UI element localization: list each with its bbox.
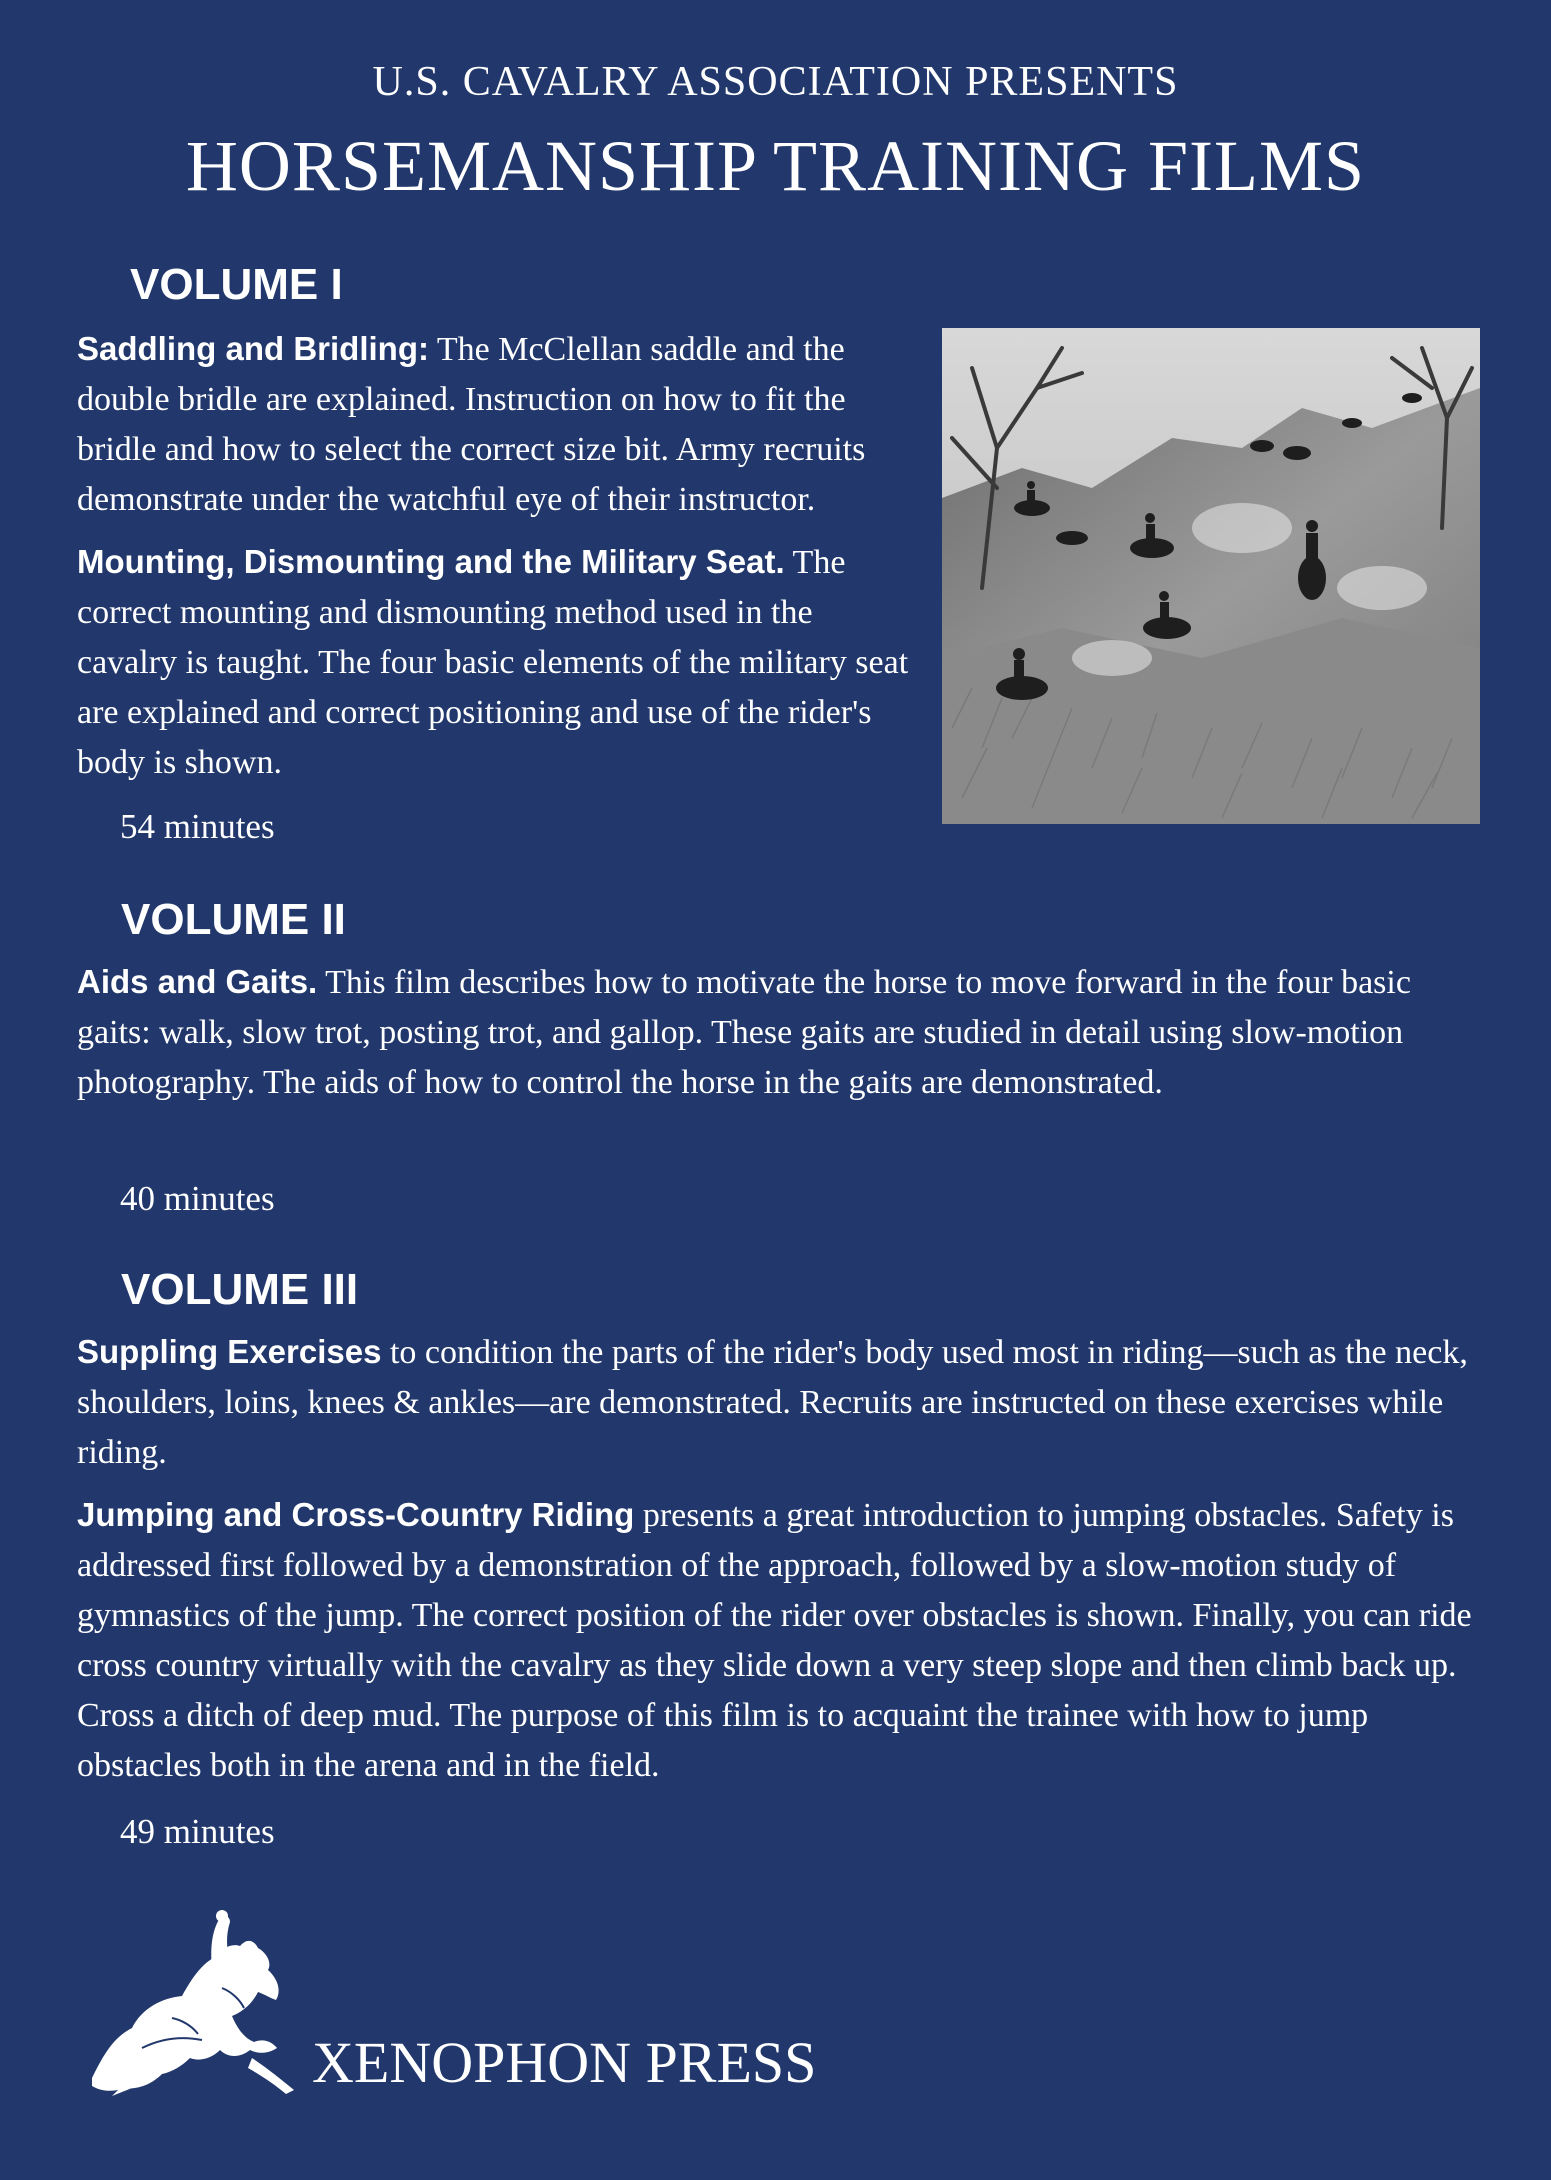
volume-1-paragraph-2-text: The correct mounting and dismounting method used in the cavalry is taught. The four basic elements of the military seat are explained and correct positioning and use of the rider's body is shown. xyxy=(77,544,909,781)
volume-2-paragraph-1-lead: Aids and Gaits. xyxy=(77,963,318,1000)
header-subtitle: U.S. CAVALRY ASSOCIATION PRESENTS xyxy=(372,59,1179,105)
volume-3-paragraph-1-lead: Suppling Exercises xyxy=(77,1333,382,1370)
volume-1-duration: 54 minutes xyxy=(120,807,275,846)
volume-1-paragraph-2 xyxy=(77,537,917,788)
volume-3-heading: VOLUME III xyxy=(121,1265,359,1314)
volume-2-heading: VOLUME II xyxy=(121,895,346,944)
volume-3-paragraph-2-lead: Jumping and Cross-Country Riding xyxy=(77,1496,635,1533)
cavalry-slope-photo xyxy=(942,328,1480,824)
volume-1-paragraph-1 xyxy=(77,324,917,525)
cavalry-slope-photo-image xyxy=(942,328,1480,824)
volume-3-duration: 49 minutes xyxy=(120,1812,275,1851)
rearing-horse-rider-logo xyxy=(72,1908,312,2098)
volume-2-paragraph-1 xyxy=(77,957,1487,1108)
volume-1-paragraph-2-lead: Mounting, Dismounting and the Military Seat. xyxy=(77,543,785,580)
volume-1-paragraph-1-text: The McClellan saddle and the double bridle are explained. Instruction on how to fit the bridle and how to select the correct size bit. Army recruits demonstrate under the watchful eye of their instructor. xyxy=(77,331,866,518)
volume-2-paragraph-1-text: This film describes how to motivate the horse to move forward in the four basic gaits: walk, slow trot, posting trot, and gallop. These gaits are studied in detail using slow-motion photography. The aids of how to control the horse in the gaits are demonstrated. xyxy=(77,964,1411,1101)
volume-3-paragraph-2-text: presents a great introduction to jumping obstacles. Safety is addressed first followed by a demonstration of the approach, followed by a slow-motion study of gymnastics of the jump. The correct position of the rider over obstacles is shown. Finally, you can ride cross country virtually with the cavalry as they slide down a very steep slope and then climb back up. Cross a ditch of deep mud. The purpose of this film is to acquaint the trainee with how to jump obstacles both in the arena and in the field. xyxy=(77,1497,1472,1784)
publisher-name: XENOPHON PRESS xyxy=(312,2030,817,2095)
volume-1-heading: VOLUME I xyxy=(130,260,343,309)
volume-3-paragraph-2 xyxy=(77,1490,1497,1791)
volume-3-paragraph-1-text: to condition the parts of the rider's body used most in riding—such as the neck, shoulders, loins, knees & ankles—are demonstrated. Recruits are instructed on these exercises while riding. xyxy=(77,1334,1468,1471)
volume-2-duration: 40 minutes xyxy=(120,1179,275,1218)
volume-3-paragraph-1 xyxy=(77,1327,1497,1478)
header xyxy=(0,52,1551,212)
page-title: HORSEMANSHIP TRAINING FILMS xyxy=(185,126,1366,206)
rearing-horse-rider-icon xyxy=(72,1908,312,2098)
volume-1-paragraph-1-lead: Saddling and Bridling: xyxy=(77,330,429,367)
